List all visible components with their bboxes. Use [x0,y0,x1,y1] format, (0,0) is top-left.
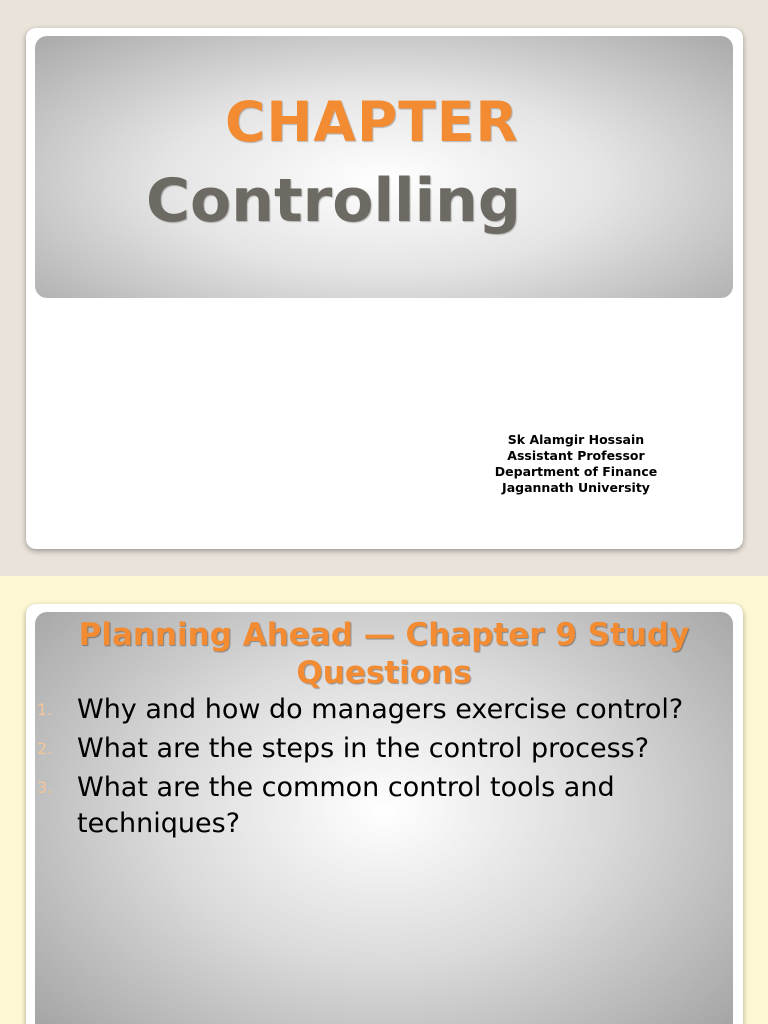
chapter-label: CHAPTER [225,90,519,154]
question-text: Why and how do managers exercise control? [77,694,684,725]
list-number: 1. [37,700,53,719]
author-university: Jagannath University [502,480,650,495]
list-item [35,770,733,842]
list-item [35,692,733,728]
author-position: Assistant Professor [507,448,645,463]
study-questions-list [35,692,733,845]
list-number: 2. [37,739,53,758]
list-item [35,731,733,767]
slide-title: Planning Ahead — Chapter 9 Study Questions [78,617,690,691]
author-name: Sk Alamgir Hossain [507,432,645,447]
content-panel [35,612,733,1024]
author-block [456,432,696,496]
title-panel [35,36,733,298]
question-text: What are the common control tools and techniques? [77,772,615,839]
slide-2 [26,604,743,1024]
slide-1 [26,28,743,549]
author-department: Department of Finance [494,464,658,479]
question-text: What are the steps in the control process? [77,733,650,764]
chapter-subject: Controlling [146,166,521,236]
list-number: 3. [37,778,53,797]
